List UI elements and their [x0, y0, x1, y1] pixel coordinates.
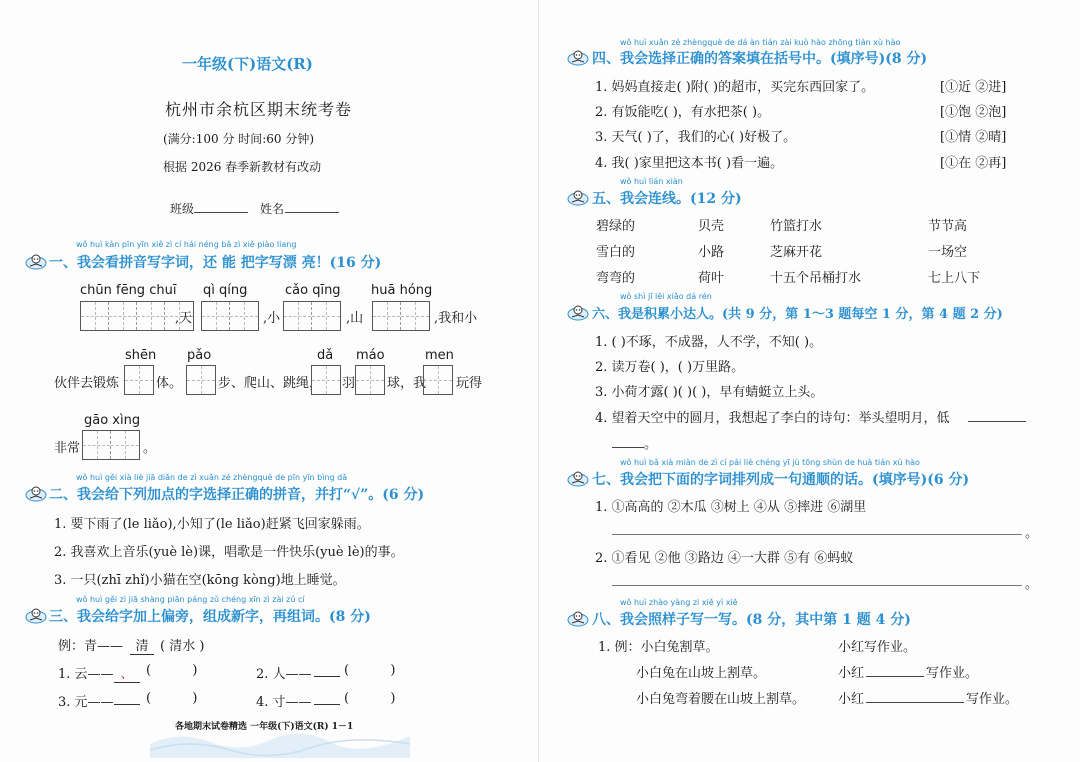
sec8-example-left: 1. 例：小白兔割草。	[598, 640, 719, 655]
sec5-pinyin: wǒ huì lián xiàn	[620, 177, 683, 186]
name-blank[interactable]	[285, 212, 339, 213]
sec5-col2-3[interactable]: 荷叶	[698, 271, 725, 286]
py-mao: máo	[356, 348, 385, 363]
sec5-col2-2[interactable]: 小路	[698, 245, 725, 260]
sec4-item-3: 3. 天气( )了，我们的心( )好极了。	[595, 130, 797, 145]
sec4-pinyin: wǒ huì xuǎn zé zhèngquè de dá àn tián zài kuò hào zhōng tián xù hào	[620, 38, 901, 47]
py-shen: shēn	[125, 348, 157, 363]
row2-text-2: 体。	[156, 376, 183, 391]
class-label: 班级	[170, 202, 195, 216]
right-page	[540, 0, 1080, 762]
sec5-title: 五、我会连线。(12 分)	[592, 191, 742, 207]
sec5-col1-2[interactable]: 雪白的	[596, 245, 636, 260]
py-chunfengchui: chūn fēng chuī	[80, 283, 177, 298]
sec3-example-label: 例：青——	[58, 639, 124, 654]
sec4-item-3-options: [①情 ②晴]	[940, 130, 1007, 145]
sec6-pinyin: wǒ shì jī lěi xiǎo dá rén	[620, 292, 712, 301]
reading-child-icon	[566, 188, 590, 206]
row1-text-1: ,天	[175, 311, 193, 326]
note: 根据 2026 春季新教材有改动	[163, 160, 322, 174]
sec5-col1-1[interactable]: 碧绿的	[596, 219, 636, 234]
sec7-item-1: 1. ①高高的 ②木瓜 ③树上 ④从 ⑤摔进 ⑥湖里	[595, 500, 867, 515]
sec8-pinyin: wǒ huì zhào yàng zi xiě yì xiě	[620, 598, 738, 607]
sec5-col2-1[interactable]: 贝壳	[698, 219, 725, 234]
sec7-end-2: 。	[1025, 577, 1039, 592]
sec3-item-3-blank[interactable]	[114, 704, 140, 705]
sec6-item-4-blank-a[interactable]	[968, 421, 1026, 422]
score-time: (满分:100 分 时间:60 分钟)	[163, 132, 315, 146]
sec3-item-3: 3. 元——	[58, 695, 114, 710]
grade-title: 一年级(下)语文(R)	[182, 55, 313, 73]
sec5-col3-1[interactable]: 竹篮打水	[770, 219, 823, 234]
exam-title: 杭州市余杭区期末统考卷	[165, 100, 353, 119]
char-grid-mao[interactable]	[355, 365, 385, 395]
sec3-item-2: 2. 人——	[256, 667, 312, 682]
sec3-item-3-paren[interactable]: ( )	[146, 691, 198, 706]
sec5-col3-2[interactable]: 芝麻开花	[770, 245, 823, 260]
py-caoqing: cǎo qīng	[285, 283, 341, 298]
sec7-answer-line-1[interactable]	[612, 534, 1022, 535]
sec5-col4-1[interactable]: 节节高	[928, 219, 968, 234]
footer-text: 各地期末试卷精选 一年级(下)语文(R) 1－1	[175, 722, 354, 732]
name-label: 姓名	[260, 202, 285, 216]
class-blank[interactable]	[194, 212, 248, 213]
sec3-item-2-paren[interactable]: ( )	[344, 663, 396, 678]
py-qiqing: qì qíng	[203, 283, 248, 298]
row2-text-3: 步、爬山、跳绳，	[218, 376, 323, 391]
sec3-example-word: ( 清水 )	[160, 639, 205, 654]
sec2-item-2: 2. 我喜欢上音乐(yuè lè)课，唱歌是一件快乐(yuè lè)的事。	[54, 545, 404, 560]
sec5-col1-3[interactable]: 弯弯的	[596, 271, 636, 286]
py-gaoxing: gāo xìng	[84, 413, 141, 428]
sec4-item-2-options: [①饱 ②泡]	[940, 105, 1007, 120]
sec4-item-2: 2. 有饭能吃( )，有水把茶( )。	[595, 105, 771, 120]
row1-text-2: ,小	[263, 311, 281, 326]
row3-text-2: 。	[143, 441, 157, 456]
sec8-line3-left: 小白兔弯着腰在山坡上割草。	[636, 692, 806, 707]
sec3-item-1-paren[interactable]: ( )	[146, 663, 198, 678]
sec5-col4-3[interactable]: 七上八下	[928, 271, 981, 286]
sec4-title: 四、我会选择正确的答案填在括号中。(填序号)(8 分)	[592, 51, 928, 67]
reading-child-icon	[24, 484, 48, 502]
sec1-title: 一、我会看拼音写字词，还 能 把字写漂 亮！(16 分)	[49, 255, 382, 271]
sec4-item-1: 1. 妈妈直接走( )附( )的超市，买完东西回家了。	[595, 80, 875, 95]
char-grid-huahong[interactable]	[372, 301, 430, 331]
sec5-col4-2[interactable]: 一场空	[928, 245, 968, 260]
sec2-pinyin: wǒ huì gěi xià liè jiā diǎn de zì xuǎn zé zhèngquè de pīn yīn bìng dǎ	[76, 473, 348, 482]
sec2-item-3: 3. 一只(zhī zhǐ)小猫在空(kōng kòng)地上睡觉。	[54, 573, 346, 588]
sec6-title: 六、我是积累小达人。(共 9 分，第 1～3 题每空 1 分，第 4 题 2 分)	[592, 307, 1003, 322]
sec2-item-1: 1. 要下雨了(le liǎo),小知了(le liǎo)赶紧飞回家躲雨。	[54, 517, 370, 532]
py-da: dǎ	[317, 348, 334, 363]
sec6-item-3: 3. 小荷才露( )( )( )，早有蜻蜓立上头。	[595, 385, 824, 400]
sec8-example-right: 小红写作业。	[838, 640, 917, 655]
sec8-line3-blank[interactable]	[866, 702, 964, 703]
sec3-pinyin: wǒ huì gěi zì jiā shàng piān páng zǔ chéng xīn zì zài zǔ cí	[76, 595, 305, 604]
sec8-line3-right-b: 写作业。	[966, 692, 1019, 707]
reading-child-icon	[566, 303, 590, 321]
sec3-title: 三、我会给字加上偏旁，组成新字，再组词。(8 分)	[49, 609, 371, 625]
char-grid-qiqing[interactable]	[201, 301, 259, 331]
py-huahong: huā hóng	[371, 283, 433, 298]
sec6-item-4-blank-b[interactable]	[612, 447, 644, 448]
char-grid-caoqing[interactable]	[283, 301, 341, 331]
sec8-title: 八、我会照样子写一写。(8 分，其中第 1 题 4 分)	[592, 612, 911, 628]
sec7-item-2: 2. ①看见 ②他 ③路边 ④一大群 ⑤有 ⑥蚂蚁	[595, 551, 854, 566]
sec7-pinyin: wǒ huì bǎ xià miàn de zì cí pái liè chéng yī jù tōng shùn de huà tián xù hào	[620, 458, 920, 467]
char-grid-da[interactable]	[311, 365, 341, 395]
sec6-item-1: 1. ( )不琢，不成器，人不学，不知( )。	[595, 335, 823, 350]
sec6-item-4-end: 。	[644, 437, 658, 452]
sec3-item-4: 4. 寸——	[256, 695, 312, 710]
row1-text-3: ,山	[346, 311, 364, 326]
reading-child-icon	[566, 609, 590, 627]
sec8-line2-blank[interactable]	[866, 676, 924, 677]
sec8-line3-right-a: 小红	[838, 692, 865, 707]
py-men: men	[425, 348, 454, 363]
reading-child-icon	[566, 469, 590, 487]
sec3-item-2-blank[interactable]	[314, 676, 340, 677]
py-pao: pǎo	[187, 348, 212, 363]
sec8-line2-right-b: 写作业。	[926, 666, 979, 681]
sec7-answer-line-2[interactable]	[612, 585, 1022, 586]
sec8-line2-right-a: 小红	[838, 666, 865, 681]
row2-text-4: 羽	[342, 376, 356, 391]
sec2-title: 二、我会给下列加点的字选择正确的拼音，并打“√”。(6 分)	[49, 487, 425, 503]
sec1-pinyin: wǒ huì kàn pīn yīn xiě zì cí hái néng bǎ zì xiě piào liang	[76, 240, 297, 249]
row1-text-4: ,我和小	[434, 311, 478, 326]
sec7-title: 七、我会把下面的字词排列成一句通顺的话。(填序号)(6 分)	[592, 472, 970, 488]
char-grid-gaoxing[interactable]	[82, 430, 140, 460]
sec6-item-4: 4. 望着天空中的圆月，我想起了李白的诗句：举头望明月，低	[595, 411, 950, 426]
sec8-line2-left: 小白兔在山坡上割草。	[636, 666, 767, 681]
sec3-example-new: 清	[130, 635, 154, 655]
sec4-item-4: 4. 我( )家里把这本书( )看一遍。	[595, 156, 784, 171]
sec7-end-1: 。	[1025, 526, 1039, 541]
char-grid-men[interactable]	[423, 365, 453, 395]
sec6-item-2: 2. 读万卷( )，( )万里路。	[595, 360, 745, 375]
char-grid-shen[interactable]	[124, 365, 154, 395]
reading-child-icon	[24, 252, 48, 270]
reading-child-icon	[566, 48, 590, 66]
row2-text-6: 玩得	[456, 376, 483, 391]
sec3-item-1: 1. 云——	[58, 667, 114, 682]
sec3-item-1-answer[interactable]: 、	[114, 663, 140, 683]
sec3-item-4-blank[interactable]	[314, 704, 340, 705]
row3-text-1: 非常	[54, 441, 81, 456]
row2-text-5: 球，我	[387, 376, 427, 391]
sec4-item-4-options: [①在 ②再]	[940, 156, 1007, 171]
sec5-col3-3[interactable]: 十五个吊桶打水	[770, 271, 862, 286]
sec4-item-1-options: [①近 ②进]	[940, 80, 1007, 95]
reading-child-icon	[24, 606, 48, 624]
row2-text-1: 伙伴去锻炼	[54, 376, 120, 391]
sec3-item-4-paren[interactable]: ( )	[344, 691, 396, 706]
char-grid-pao[interactable]	[186, 365, 216, 395]
